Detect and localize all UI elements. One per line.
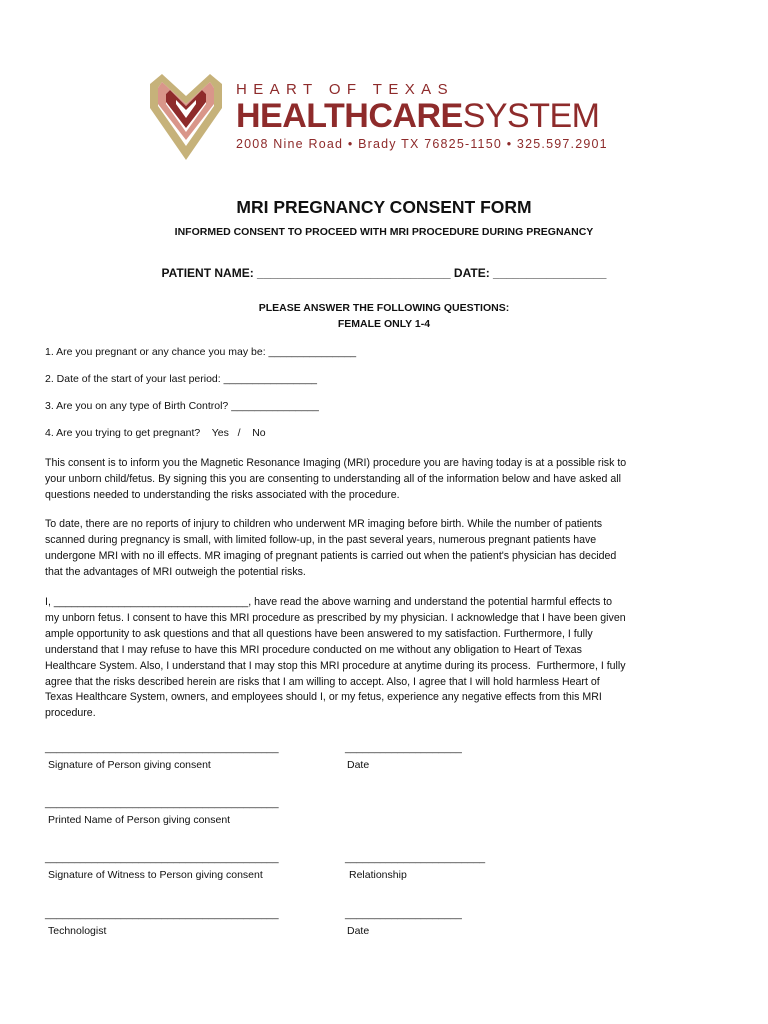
paragraph-research <box>45 517 733 581</box>
date-label-1: Date <box>347 759 370 771</box>
witness-signature-label: Signature of Witness to Person giving consent <box>48 869 263 881</box>
question-3[interactable]: 3. Are you on any type of Birth Control? _______________ <box>45 400 319 412</box>
paragraph-line: agree that the risks described herein are risks that I am willing to accept. Also, I agree that I will hold harmless Heart of <box>45 675 600 688</box>
brand-name-light: SYSTEM <box>462 97 600 135</box>
question-4[interactable]: 4. Are you trying to get pregnant? Yes / No <box>45 427 266 439</box>
paragraph-line: scanned during pregnancy is small, with limited follow-up, in the past several years, numerous pregnant patients have <box>45 533 597 546</box>
brand-name-bold: HEALTHCARE <box>236 97 463 135</box>
brand-name <box>236 98 608 134</box>
brand-block <box>236 82 608 152</box>
paragraph-line[interactable]: I, _________________________________, have read the above warning and understand the potential harmful effects to <box>45 596 613 608</box>
brand-address: 2008 Nine Road • Brady TX 76825-1150 • 325.597.2901 <box>236 137 608 151</box>
paragraph-line: your unborn child/fetus. By signing this you are consenting to understanding all of the information below and have asked all <box>45 472 621 485</box>
paragraph-line: that the advantages of MRI outweigh the potential risks. <box>45 565 306 578</box>
printed-name-label: Printed Name of Person giving consent <box>48 814 231 826</box>
relationship-label: Relationship <box>349 869 407 881</box>
paragraph-line: Texas Healthcare System, owners, and employees should I, or my fetus, experience any negative effects from this MRI <box>45 691 602 704</box>
patient-name-date-line[interactable]: PATIENT NAME: _____________________________ DATE: _________________ <box>161 266 607 280</box>
form-title: MRI PREGNANCY CONSENT FORM <box>236 197 532 217</box>
paragraph-line: Healthcare System. Also, I understand that I may stop this MRI procedure at anytime during its process. Furthermore, I fully <box>45 659 626 672</box>
paragraph-line: undergone MRI with no ill effects. MR imaging of pregnant patients is carried out when the patient's physician has decided <box>45 549 617 562</box>
technologist-field[interactable]: ________________________________________ <box>45 908 279 920</box>
paragraph-line: understand that I may refuse to have this MRI procedure conducted on me without any obligation to Heart of Texas <box>45 643 582 656</box>
paragraph-consent-intro <box>45 456 733 504</box>
witness-signature-field[interactable]: ________________________________________ <box>45 852 279 864</box>
relationship-field[interactable]: ________________________ <box>345 852 486 864</box>
form-subtitle: INFORMED CONSENT TO PROCEED WITH MRI PROCEDURE DURING PREGNANCY <box>174 226 594 238</box>
question-2[interactable]: 2. Date of the start of your last period: ________________ <box>45 373 318 385</box>
date-field-1[interactable]: ____________________ <box>345 742 462 754</box>
instructions <box>0 300 768 332</box>
paragraph-line: my unborn fetus. I consent to have this MRI procedure as prescribed by my physician. I acknowledge that I have been given <box>45 611 626 624</box>
printed-name-field[interactable]: ________________________________________ <box>45 797 279 809</box>
paragraph-line: questions needed to understanding the risks associated with the procedure. <box>45 488 400 501</box>
instructions-line-1: PLEASE ANSWER THE FOLLOWING QUESTIONS: <box>258 302 510 314</box>
technologist-label: Technologist <box>48 925 107 937</box>
date-field-2[interactable]: ____________________ <box>345 908 462 920</box>
paragraph-acknowledgement <box>45 595 733 722</box>
paragraph-line: ample opportunity to ask questions and that all questions have been answered to my satisfaction. Furthermore, I fully <box>45 627 593 640</box>
heart-chevron-logo-icon <box>150 74 222 160</box>
paragraph-line: To date, there are no reports of injury to children who underwent MR imaging before birth. While the number of patients <box>45 518 603 530</box>
date-label-2: Date <box>347 925 370 937</box>
instructions-line-2: FEMALE ONLY 1-4 <box>337 318 431 330</box>
signature-consent-field[interactable]: ________________________________________ <box>45 742 279 754</box>
paragraph-line: procedure. <box>45 707 96 720</box>
paragraph-line: This consent is to inform you the Magnetic Resonance Imaging (MRI) procedure you are having today is at a possible risk to <box>45 457 627 469</box>
signature-consent-label: Signature of Person giving consent <box>48 759 211 771</box>
question-1[interactable]: 1. Are you pregnant or any chance you may be: _______________ <box>45 346 357 358</box>
brand-top-text: HEART OF TEXAS <box>236 81 454 98</box>
